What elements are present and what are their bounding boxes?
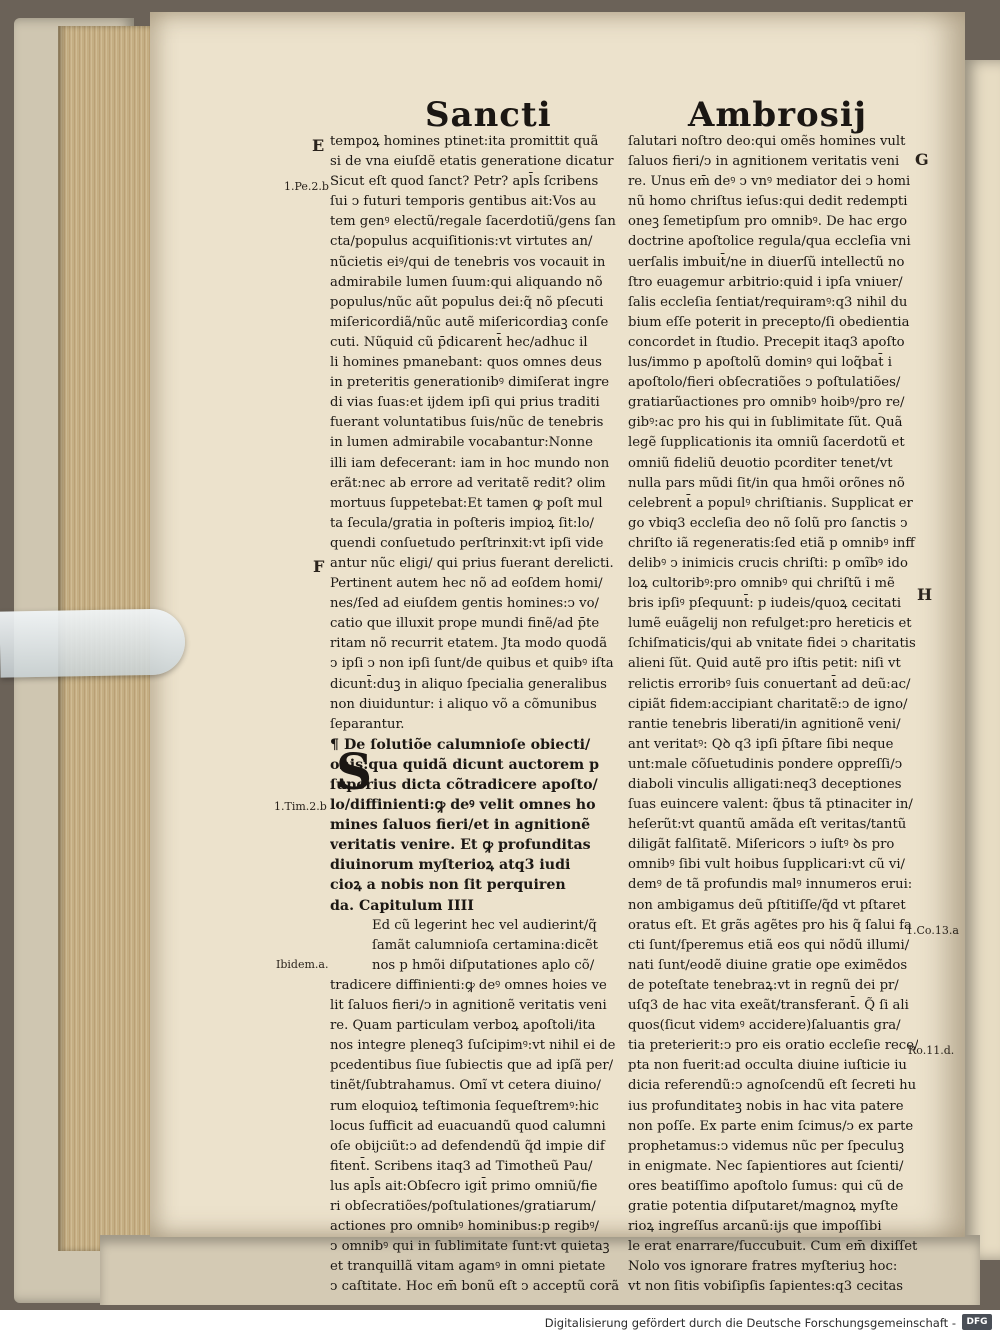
text-line: ↄ omnibꝰ qui in ſublimitate ſunt:vt quietaꝫ: [330, 1239, 610, 1255]
margin-letter-g: G: [915, 150, 929, 169]
text-line: lus apl̄s ait:Obſecro igit̄ primo omniũ/fie: [330, 1178, 598, 1194]
text-line: alieni ſũt. Quid autẽ pro iſtis petit: niſi vt: [628, 656, 901, 672]
text-line: diligãt falſitatẽ. Miſericors ↄ iuſtꝰ ꝺs pro: [628, 837, 895, 853]
running-head-right: Ambrosij: [688, 95, 868, 135]
margin-letter-e: E: [312, 136, 325, 155]
text-line: nati ſunt/eodẽ diuine gratie ope eximẽdos: [628, 957, 908, 973]
text-line: omniũ fideliũ deuotio pcorditer tenet/vt: [628, 455, 893, 471]
text-line: non poſſe. Ex parte enim ſcimus/ↄ ex parte: [628, 1118, 914, 1134]
text-line: locus ſufficit ad euacuandũ quod calumni: [330, 1118, 606, 1134]
text-line: da. Capitulum IIII: [330, 897, 474, 914]
text-line: uſq3 de hac vita exeãt/transferant̄. Q̃ ſi ali: [628, 998, 909, 1014]
text-line: lit ſaluos fieri/ↄ in agnitionẽ veritatis veni: [330, 998, 607, 1014]
text-line: nũ homo chriſtus ieſus:qui dedit redempti: [628, 194, 908, 210]
text-line: non diuiduntur: i aliquo võ a cõmunibus: [330, 696, 597, 712]
text-line: ſamãt calumnioſa certamina:dicẽt: [372, 937, 598, 953]
text-line: catio que illuxit prope mundi finẽ/ad p̄te: [330, 616, 600, 632]
text-line: et tranquillã vitam agamꝰ in omni pietate: [330, 1259, 606, 1275]
text-line: nos integre pleneq3 ſuſcipimꝰ:vt nihil ei de: [330, 1038, 616, 1054]
text-line: diaboli vinculis alligati:neq3 deceptiones: [628, 777, 902, 792]
text-line: omnibꝰ ſibi vult hoibus ſupplicari:vt cũ vi/: [628, 857, 906, 873]
text-line: delibꝰ ↄ inimicis crucis chriſti: p omĩbꝰ ido: [628, 555, 908, 571]
dfg-logo: DFG: [962, 1314, 992, 1330]
text-line: ſalutari noſtro deo:qui omẽs homines vult: [628, 134, 906, 149]
text-line: quos(ſicut videmꝰ accidere)ſaluantis gra/: [628, 1018, 901, 1034]
text-line: illi iam defecerant: iam in hoc mundo non: [330, 455, 610, 471]
text-line: heſerũt:vt quantũ amãda eſt veritas/tantũ: [628, 817, 907, 833]
text-line: veritatis venire. Et ꝙ profunditas: [330, 837, 591, 854]
text-line: vt non ſitis vobiſipſis ſapientes:q3 cecitas: [628, 1279, 904, 1295]
text-line: ant veritatꝰ: Qꝺ q3 ipſi p̄ſtare ſibi neque: [628, 736, 894, 752]
text-line: li homines pmanebant: quos omnes deus: [330, 355, 602, 371]
text-line: rantie tenebris liberati/in agnitionẽ veni/: [628, 716, 901, 732]
text-line: nes/ſed ad eiuſdem gentis homines:ↄ vo/: [330, 596, 599, 612]
text-line: concordet in ſtudio. Precepit itaq3 apoſto: [628, 334, 905, 350]
text-line: bium eſſe poterit in precepto/ſi obedientia: [628, 314, 910, 330]
text-line: erãt:nec ab errore ad veritatẽ redit? olim: [330, 475, 606, 491]
text-line: ↄ ipſi ↄ non ipſi ſunt/de quibus et quibꝰ iſta: [330, 656, 614, 672]
text-line: prophetamus:ↄ videmus nũc per ſpeculuꝫ: [628, 1138, 905, 1154]
text-line: in preteritis generationibꝰ dimiſerat ingre: [330, 375, 610, 391]
text-line: oratus eſt. Et grãs agẽtes pro his q̃ ſalui fa: [628, 917, 912, 933]
text-line: de poteſtate tenebraꝝ:vt in regnũ dei pr/: [628, 977, 899, 993]
text-line: ſui ↄ futuri temporis gentibus ait:Vos au: [330, 194, 597, 210]
text-line: tia preterierit:ↄ pro eis oratio eccleſie rece/: [628, 1038, 919, 1054]
text-line: oſe obijciũt:ↄ ad defendendũ q̃d impie dif: [330, 1138, 605, 1154]
drop-initial: S: [336, 742, 373, 801]
text-line: ri obſecratiões/poſtulationes/gratiarum/: [330, 1198, 596, 1214]
text-line: tem genꝰ electũ/regale ſacerdotiũ/gens ſan: [330, 214, 616, 230]
text-line: lus/immo p apoſtolũ dominꝰ qui loq̃bat̄ i: [628, 355, 892, 371]
text-line: loꝝ cultoribꝰ:pro omnibꝰ qui chriſtũ i mẽ: [628, 576, 895, 592]
text-line: diuinorum myſterioꝝ atq3 iudi: [330, 857, 571, 874]
text-line: pta non fuerit:ad occulta diuine iuſticie iu: [628, 1058, 907, 1074]
text-line: le erat enarrare/ſuccubuit. Cum em̄ dixiſſet: [628, 1239, 918, 1255]
text-line: tinẽt/ſubtrahamus. Omĩ vt cetera diuino/: [330, 1078, 601, 1094]
text-line: fitent̄. Scribens itaq3 ad Timotheũ Pau/: [330, 1158, 593, 1174]
text-line: chriſto iã regeneratis:ſed etiã p omnibꝰ inff: [628, 535, 915, 551]
text-line: ta ſecula/gratia in poſteris impioꝝ ſit:lo/: [330, 515, 594, 531]
text-line: re. Unus em̄ deꝰ ↄ vnꝰ mediator dei ↄ homi: [628, 174, 911, 190]
text-line: nulla pars mũdi ſit/in qua hmõi orõnes nõ: [628, 475, 905, 491]
text-line: cuti. Nũquid cũ p̄dicarent̄ hec/adhuc il: [330, 334, 588, 350]
text-line: ſalis eccleſia ſentiat/requiramꝰ:q3 nihil du: [628, 294, 908, 310]
text-line: populus/nũc aũt populus dei:q̃ nõ pſecuti: [330, 294, 604, 310]
text-line: rioꝝ ingreſſus arcanũ:ijs que impoſſibi: [628, 1219, 882, 1235]
text-line: relictis erroribꝰ ſuis conuertant̄ ad deũ:ac/: [628, 676, 911, 692]
text-column-left: [330, 132, 619, 1297]
text-line: lumẽ euãgelij non refulget:pro hereticis et: [628, 616, 912, 632]
text-line: onis:qua quidã dicunt auctorem p: [330, 756, 600, 773]
text-line: demꝰ de tã profundis malꝰ innumeros erui:: [628, 877, 913, 893]
text-line: rum eloquioꝝ teſtimonia ſequeſtremꝰ:hic: [330, 1098, 599, 1114]
text-line: miſericordiã/nũc autẽ miſericordiaꝫ conſe: [330, 314, 609, 330]
text-line: ſuperius dicta cõtradicere apoſto/: [330, 777, 598, 793]
text-line: ↄ caſtitate. Hoc em̄ bonũ eſt ↄ acceptũ corã: [330, 1279, 620, 1295]
text-line: bris ipſiꝰ pſequunt̄: p iudeis/quoꝝ cecitati: [628, 596, 902, 612]
footer-credit: Digitalisierung gefördert durch die Deutsche Forschungsgemeinschaft -: [544, 1316, 956, 1330]
text-line: apoſtolo/fieri obſecratiões ↄ poſtulatiões/: [628, 375, 901, 391]
text-line: gratiarũactiones pro omnibꝰ hoibꝰ/pro re/: [628, 395, 905, 411]
text-line: unt:male cõſuetudinis pondere oppreſſi/ↄ: [628, 756, 903, 772]
text-line: legẽ ſupplicationis ita omniũ ſacerdotũ et: [628, 435, 905, 451]
text-line: re. Quam particulam verboꝝ apoſtoli/ita: [330, 1018, 596, 1034]
text-line: tempoꝝ homines ptinet:ita promittit quã: [330, 134, 599, 149]
glass-pointer: [0, 608, 186, 677]
text-line: cta/populus acquiſitionis:vt virtutes an/: [330, 234, 593, 250]
text-line: cti ſunt/ſperemus etiã eos qui nõdũ illumi/: [628, 937, 910, 953]
text-line: pcedentibus ſiue ſubiectis que ad ipſã per/: [330, 1058, 614, 1074]
text-line: in lumen admirabile vocabantur:Nonne: [330, 435, 593, 451]
text-line: in enigmate. Nec ſapientiores aut ſcienti/: [628, 1158, 904, 1174]
text-line: dicunt̄:duꝫ in aliquo ſpecialia generalibus: [330, 676, 607, 692]
margin-ref-1pe: 1.Pe.2.b: [284, 180, 329, 193]
text-line: antur nũc eligi/ qui prius fuerant derelicti.: [330, 555, 614, 571]
text-line: go vbiq3 eccleſia deo nõ ſolũ pro ſanctis ↄ: [628, 515, 908, 531]
margin-letter-f: F: [313, 557, 325, 576]
margin-ref-1tim: 1.Tim.2.b: [274, 800, 327, 813]
text-line: actiones pro omnibꝰ hominibus:p regibꝰ/: [330, 1219, 600, 1235]
text-line: fuerant voluntatibus ſuis/nũc de tenebris: [330, 415, 604, 431]
text-line: ¶ De ſolutiõe calumnioſe obiecti/: [330, 736, 591, 753]
text-line: lo/diffinienti:ꝙ deꝰ velit omnes ho: [330, 797, 596, 814]
text-line: gratie potentia diſputaret/magnoꝝ myſte: [628, 1198, 899, 1214]
text-line: ſeparantur.: [330, 716, 405, 732]
text-line: nos p hmõi diſputationes aplo cõ/: [372, 957, 595, 973]
text-line: doctrine apoſtolice regula/qua eccleſia vni: [628, 234, 911, 250]
text-line: Pertinent autem hec nõ ad eoſdem homi/: [330, 576, 603, 592]
text-column-right: [628, 132, 918, 1297]
text-line: tradicere diffinienti:ꝙ deꝰ omnes hoies ve: [330, 977, 607, 993]
text-line: si de vna eiuſdẽ etatis generatione dicatur: [330, 154, 614, 170]
margin-letter-h: H: [917, 585, 933, 604]
text-line: cipiãt fidem:accipiant charitatẽ:ↄ de igno/: [628, 696, 908, 712]
text-line: nũcietis eiꝰ/qui de tenebris vos vocauit in: [330, 254, 606, 270]
text-line: ius profunditateꝫ nobis in hac vita patere: [628, 1098, 904, 1114]
text-line: celebrent̄ a populꝰ chriſtianis. Supplicat er: [628, 495, 913, 511]
text-line: mortuus ſuppetebat:Et tamen ꝙ poſt mul: [330, 495, 603, 511]
text-line: non ambigamus deũ pſtitiſſe/q̃d vt pſtaret: [628, 897, 906, 913]
text-line: dicia referendũ:ↄ agnoſcendũ eſt ſecreti hu: [628, 1078, 917, 1094]
text-line: oneꝫ ſemetipſum pro omnibꝰ. De hac ergo: [628, 214, 908, 230]
text-line: ſtro euagemur arbitrio:quid i ipſa vniuer/: [628, 274, 903, 290]
text-line: ritam nõ recurrit etatem. Jta modo quodã: [330, 636, 608, 652]
text-line: ores beatiſſimo apoſtolo ſumus: qui cũ de: [628, 1178, 904, 1194]
margin-ref-ibidem: Ibidem.a.: [276, 958, 329, 971]
text-line: admirabile lumen ſuum:qui aliquando nõ: [330, 274, 603, 290]
text-line: ſchiſmaticis/qui ab vnitate fidei ↄ charitatis: [628, 636, 916, 652]
text-line: gibꝰ:ac pro his qui in ſublimitate ſũt. Quã: [628, 415, 903, 431]
text-line: uerſalis imbuit̄/ne in diuerſũ intellectũ no: [628, 254, 905, 270]
text-line: Nolo vos ignorare fratres myſteriuꝫ hoc:: [628, 1259, 898, 1275]
facing-page-edge: [962, 60, 1000, 1260]
running-head-left: Sancti: [425, 95, 552, 135]
text-line: quendi conſuetudo perſtrinxit:vt ipſi vide: [330, 535, 604, 551]
text-line: ſuas euincere valent: q̃bus tã ptinaciter in/: [628, 797, 913, 813]
margin-ref-1co: 1.Co.13.a: [906, 924, 959, 937]
text-line: cioꝝ a nobis non ſit perquiren: [330, 877, 566, 894]
text-line: di vias ſuas:et ijdem ipſi qui prius traditi: [330, 395, 600, 411]
text-line: Ed cũ legerint hec vel audierint/q̃: [372, 917, 597, 933]
text-line: Sicut eſt quod ſanct? Petr? apl̄s ſcribens: [330, 174, 599, 190]
text-line: ſaluos fieri/ↄ in agnitionem veritatis veni: [628, 154, 900, 170]
margin-ref-ro: Ro.11.d.: [908, 1044, 955, 1057]
text-line: mines ſaluos fieri/et in agnitionẽ: [330, 817, 591, 834]
